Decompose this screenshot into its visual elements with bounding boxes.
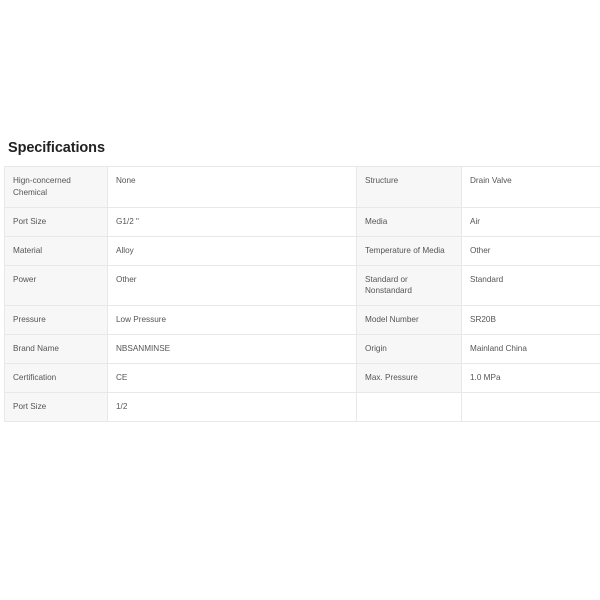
spec-value: Other (108, 265, 357, 306)
spec-key: Brand Name (5, 335, 108, 364)
specifications-table (4, 166, 600, 422)
table-row (5, 335, 600, 364)
spec-value: 1/2 (108, 393, 357, 422)
spec-value: None (108, 167, 357, 208)
spec-key: Power (5, 265, 108, 306)
spec-value: CE (108, 364, 357, 393)
spec-key: Port Size (5, 393, 108, 422)
table-row (5, 207, 600, 236)
spec-value: Standard (462, 265, 600, 306)
spec-key: Hign-concerned Chemical (5, 167, 108, 208)
spec-value: G1/2 " (108, 207, 357, 236)
spec-key: Media (357, 207, 462, 236)
table-row (5, 167, 600, 208)
table-row (5, 364, 600, 393)
spec-value: 1.0 MPa (462, 364, 600, 393)
page-title: Specifications (8, 140, 105, 156)
spec-value: Other (462, 236, 600, 265)
table-row (5, 393, 600, 422)
spec-key: Structure (357, 167, 462, 208)
spec-key: Port Size (5, 207, 108, 236)
spec-empty-cell (357, 393, 462, 422)
spec-value: SR20B (462, 306, 600, 335)
spec-key: Material (5, 236, 108, 265)
table-row (5, 265, 600, 306)
spec-value: Mainland China (462, 335, 600, 364)
spec-key: Max. Pressure (357, 364, 462, 393)
spec-empty-cell (462, 393, 600, 422)
spec-value: Air (462, 207, 600, 236)
spec-key: Pressure (5, 306, 108, 335)
table-row (5, 306, 600, 335)
spec-value: Alloy (108, 236, 357, 265)
spec-value: Low Pressure (108, 306, 357, 335)
spec-key: Model Number (357, 306, 462, 335)
table-row (5, 236, 600, 265)
spec-key: Temperature of Media (357, 236, 462, 265)
specifications-section (0, 140, 600, 422)
spec-key: Certification (5, 364, 108, 393)
spec-value: Drain Valve (462, 167, 600, 208)
spec-value: NBSANMINSE (108, 335, 357, 364)
spec-key: Standard or Nonstandard (357, 265, 462, 306)
spec-key: Origin (357, 335, 462, 364)
